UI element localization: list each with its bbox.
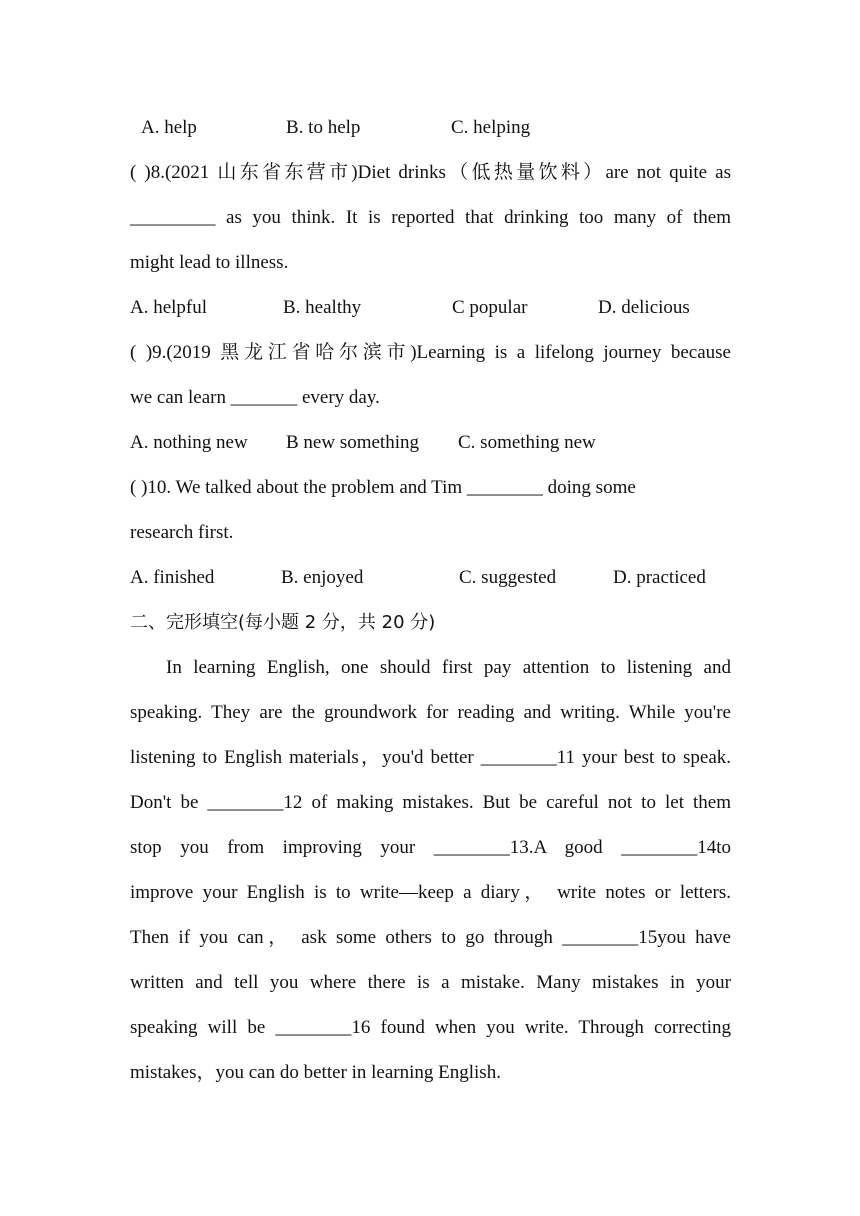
q9-line-1: ( )9.(2019 黑龙江省哈尔滨市)Learning is a lifelong journey because bbox=[130, 342, 731, 363]
passage-line: improve your English is to write—keep a diary， write notes or letters. bbox=[130, 882, 731, 903]
passage-line: mistakes，you can do better in learning English. bbox=[130, 1062, 501, 1083]
passage-line: Don't be ________12 of making mistakes. But be careful not to let them bbox=[130, 792, 731, 813]
q10-line-1: ( )10. We talked about the problem and Tim ________ doing some bbox=[130, 477, 636, 498]
q10-option-c: C. suggested bbox=[459, 567, 557, 588]
q9-line-2: we can learn _______ every day. bbox=[130, 387, 380, 408]
passage-line: stop you from improving your ________13.A good ________14to bbox=[130, 837, 731, 858]
q8-line-3: might lead to illness. bbox=[130, 252, 289, 273]
q8-option-d: D. delicious bbox=[598, 297, 690, 318]
q7-option-b: B. to help bbox=[286, 117, 361, 138]
passage-line: speaking. They are the groundwork for reading and writing. While you're bbox=[130, 702, 731, 723]
passage-line: Then if you can， ask some others to go through ________15you have bbox=[130, 927, 731, 948]
q9-option-b: B new something bbox=[286, 432, 419, 453]
q8-option-a: A. helpful bbox=[130, 297, 208, 318]
q10-option-a: A. finished bbox=[130, 567, 215, 588]
q9-option-c: C. something new bbox=[458, 432, 596, 453]
q8-option-c: C popular bbox=[452, 297, 528, 318]
q9-option-a: A. nothing new bbox=[130, 432, 248, 453]
q7-option-a: A. help bbox=[141, 117, 197, 138]
q10-line-2: research first. bbox=[130, 522, 234, 543]
q8-option-b: B. healthy bbox=[283, 297, 362, 318]
q10-option-b: B. enjoyed bbox=[281, 567, 364, 588]
passage-line: In learning English, one should first pay attention to listening and bbox=[166, 657, 731, 678]
passage-line: listening to English materials，you'd better ________11 your best to speak. bbox=[130, 747, 731, 768]
q8-line-2: _________ as you think. It is reported that drinking too many of them bbox=[130, 207, 731, 228]
section-heading-cloze: 二、完形填空(每小题 2 分，共 20 分) bbox=[130, 612, 436, 633]
q7-option-c: C. helping bbox=[451, 117, 531, 138]
passage-line: speaking will be ________16 found when you write. Through correcting bbox=[130, 1017, 731, 1038]
passage-line: written and tell you where there is a mistake. Many mistakes in your bbox=[130, 972, 731, 993]
q10-option-d: D. practiced bbox=[613, 567, 706, 588]
q8-line-1: ( )8.(2021 山东省东营市)Diet drinks（低热量饮料）are not quite as bbox=[130, 162, 731, 183]
